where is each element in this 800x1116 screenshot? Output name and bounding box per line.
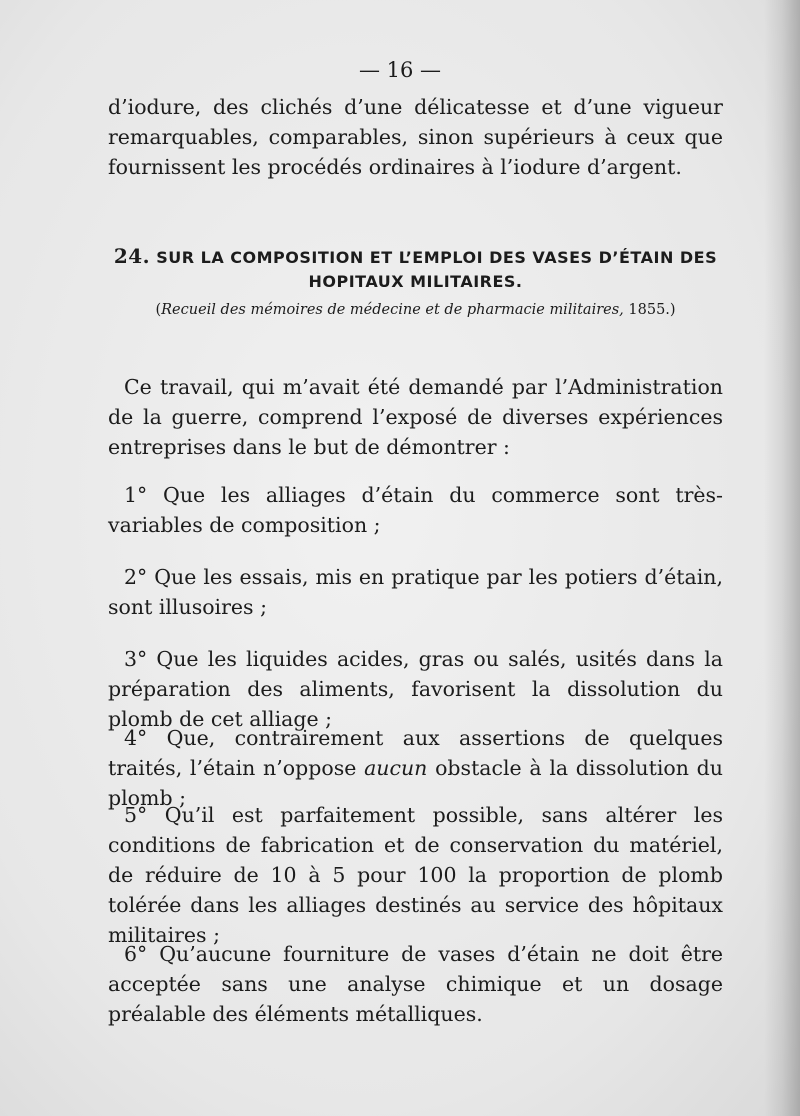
page-gutter-shadow xyxy=(764,0,800,1116)
list-item-4-emphasis: aucun xyxy=(364,756,428,780)
section-source xyxy=(108,302,723,318)
list-item-4-text-b: obstacle à la dissolution du plomb ; xyxy=(108,756,723,810)
list-item-6: 6° Qu’aucune fourniture de vases d’étain ne doit être acceptée sans une analyse chimique et un dosage préalable des éléments métalliques. xyxy=(108,942,723,1026)
source-year: 1855.) xyxy=(628,302,676,318)
list-item-3: 3° Que les liquides acides, gras ou salés, usités dans la préparation des aliments, favorisent la dissolution du plomb de cet alliage ; xyxy=(108,647,723,731)
list-item-2: 2° Que les essais, mis en pratique par les potiers d’étain, sont illusoires ; xyxy=(108,565,723,619)
intro-paragraph: d’iodure, des clichés d’une délicatesse et d’une vigueur remarquables, comparables, sinon supérieurs à ceux que fournissent les procédés ordinaires à l’iodure d’argent. xyxy=(108,95,723,179)
list-item-1: 1° Que les alliages d’étain du commerce sont très-variables de composition ; xyxy=(108,483,723,537)
list-item-4-text-a: 4° Que, contrairement aux assertions de quelques traités, l’étain n’oppose xyxy=(108,726,723,780)
page-number: — 16 — xyxy=(358,58,442,82)
section-title: SUR LA COMPOSITION ET L’EMPLOI DES VASES D’ÉTAIN DES HOPITAUX MILITAIRES. xyxy=(156,248,718,291)
lead-paragraph: Ce travail, qui m’avait été demandé par l’Administration de la guerre, comprend l’exposé de diverses expériences entreprises dans le but de démontrer : xyxy=(108,375,723,459)
source-title: Recueil des mémoires de médecine et de pharmacie militaires, xyxy=(161,302,624,318)
list-item-5: 5° Qu’il est parfaitement possible, sans altérer les conditions de fabrication et de conservation du matériel, de réduire de 10 à 5 pour 100 la proportion de plomb tolérée dans les alliages destinés au service des hôpitaux militaires ; xyxy=(108,803,723,947)
source-open-paren: ( xyxy=(155,302,162,318)
section-number: 24. xyxy=(113,244,151,268)
section-heading xyxy=(108,244,723,294)
